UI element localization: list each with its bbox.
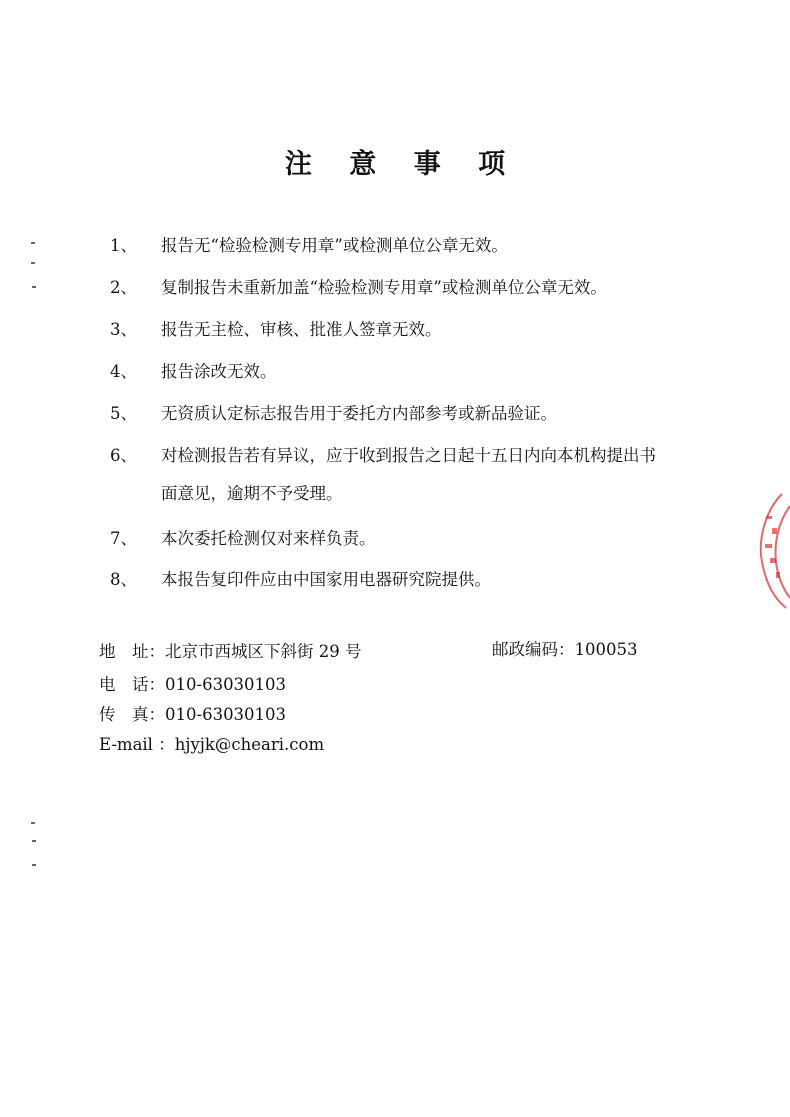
notice-number: 2、: [110, 278, 137, 297]
binding-mark: [32, 286, 36, 288]
phone-line: [99, 673, 286, 697]
notice-number: 3、: [110, 320, 137, 339]
binding-mark: [31, 242, 35, 244]
address-value: 北京市西城区下斜街 29 号: [165, 642, 362, 661]
fax-line: [99, 703, 286, 727]
postal-value: 100053: [574, 640, 638, 659]
fax-value: 010-63030103: [165, 705, 287, 724]
binding-mark: [31, 822, 35, 824]
notice-number: 6、: [110, 446, 137, 465]
address-line: [99, 640, 362, 664]
email-value: hjyjk@cheari.com: [174, 735, 325, 754]
postal-line: [492, 638, 638, 662]
notice-text: 复制报告未重新加盖“检验检测专用章”或检测单位公章无效。: [161, 278, 607, 297]
postal-label: 邮政编码：: [492, 640, 575, 659]
notice-number: 8、: [110, 570, 137, 589]
fax-label: 传 真：: [99, 705, 165, 724]
notice-number: 1、: [110, 236, 137, 255]
address-label: 地 址：: [99, 642, 165, 661]
notice-text: 报告无主检、审核、批准人签章无效。: [161, 320, 442, 339]
phone-label: 电 话：: [99, 675, 165, 694]
phone-value: 010-63030103: [165, 675, 287, 694]
binding-mark: [31, 262, 35, 264]
binding-mark: [32, 840, 36, 842]
notice-text: 本报告复印件应由中国家用电器研究院提供。: [161, 570, 491, 589]
notice-number: 4、: [110, 362, 137, 381]
notice-text: 对检测报告若有异议，应于收到报告之日起十五日内向本机构提出书: [161, 446, 656, 465]
email-line: [99, 733, 324, 757]
seal-stamp-fragment: [752, 492, 790, 610]
notice-text: 报告无“检验检测专用章”或检测单位公章无效。: [161, 236, 508, 255]
notice-text-continued: 面意见，逾期不予受理。: [161, 484, 343, 503]
binding-mark: [32, 864, 36, 866]
notice-text: 报告涂改无效。: [161, 362, 277, 381]
notice-number: 5、: [110, 404, 137, 423]
notice-number: 7、: [110, 529, 137, 548]
page-title: 注 意 事 项: [284, 149, 520, 180]
email-label: E-mail ：: [99, 735, 175, 754]
notice-text: 本次委托检测仅对来样负责。: [161, 529, 376, 548]
notice-text: 无资质认定标志报告用于委托方内部参考或新品验证。: [161, 404, 557, 423]
